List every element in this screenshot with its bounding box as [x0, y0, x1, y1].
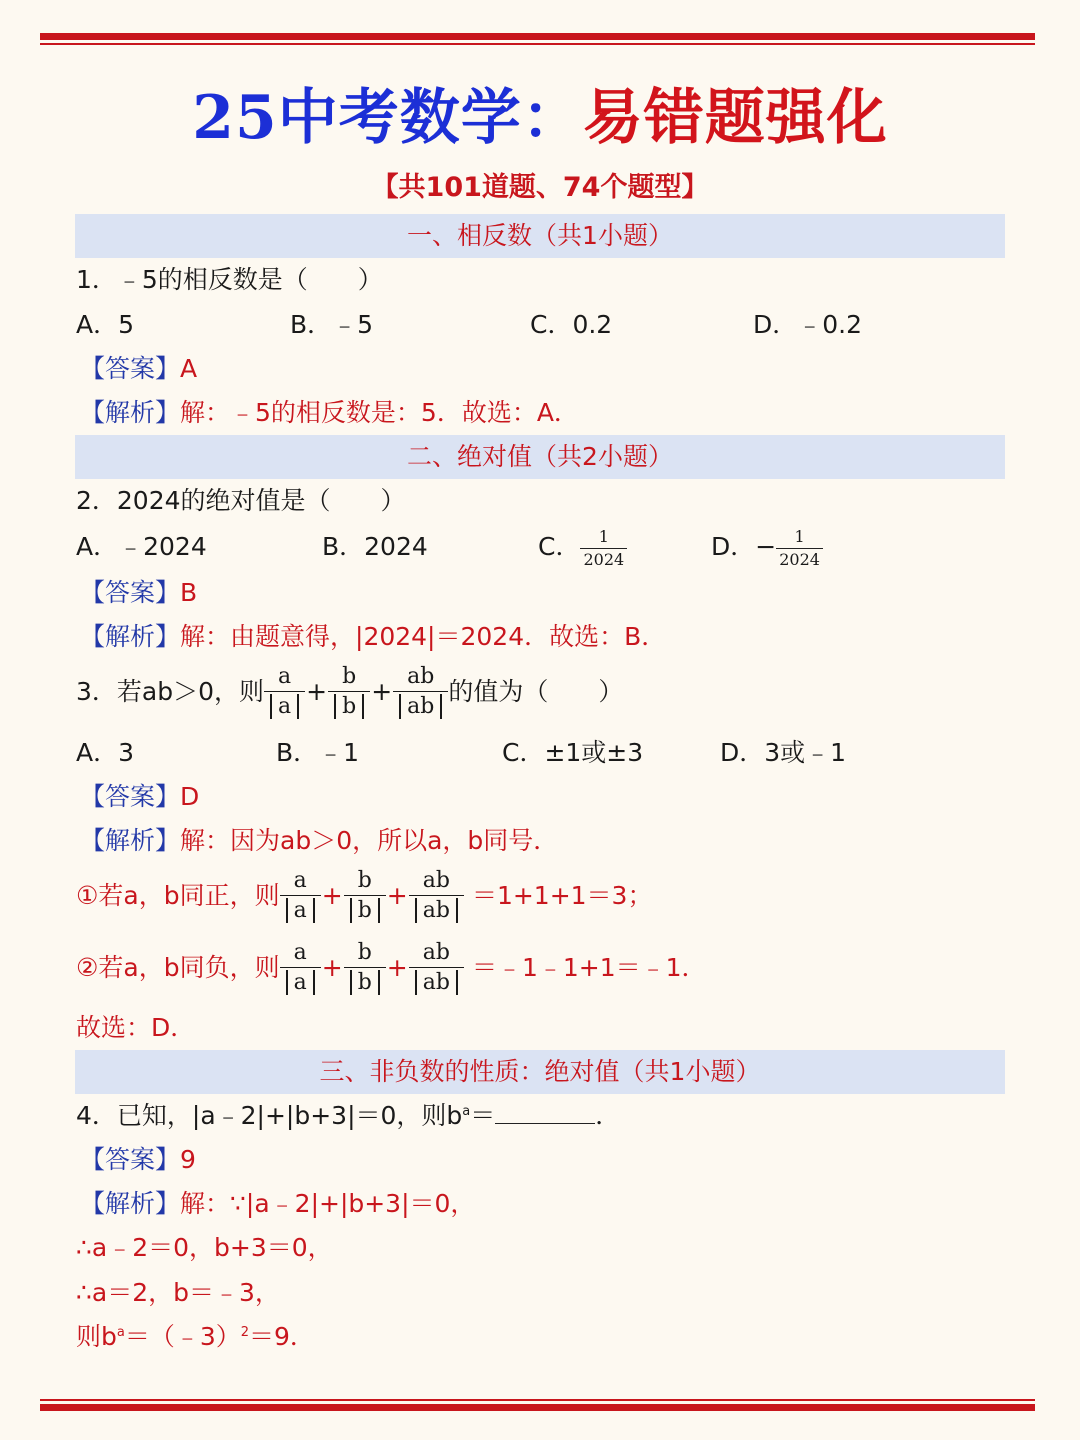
- q2-option-b: B．2024: [322, 532, 428, 561]
- case-1-prefix: ①若a，b同正，则: [76, 881, 280, 910]
- numerator: a: [280, 939, 321, 968]
- abs-value: ab: [415, 970, 458, 995]
- answer-value: B: [180, 578, 198, 607]
- numerator: a: [280, 867, 321, 896]
- q4-answer: [80, 1143, 196, 1177]
- q3-case-2: [76, 936, 707, 1000]
- section-header-1: 一、相反数（共1小题）: [75, 214, 1005, 258]
- q3-stem-suffix: 的值为（ ）: [448, 677, 624, 706]
- analysis-text: 解：﹣5的相反数是：5．故选：A．: [180, 398, 579, 427]
- fraction-b: [344, 939, 386, 998]
- q3-option-d: D．3或﹣1: [720, 738, 847, 767]
- q4-step-1: ∴a﹣2＝0，b+3＝0，: [76, 1233, 333, 1262]
- case-2-prefix: ②若a，b同负，则: [76, 953, 280, 982]
- analysis-label: 【解析】: [80, 398, 181, 427]
- numerator: a: [264, 663, 305, 692]
- abs-value: a: [286, 898, 315, 923]
- step-3-end: ＝9．: [249, 1322, 315, 1351]
- section-header-3: 三、非负数的性质：绝对值（共1小题）: [75, 1050, 1005, 1094]
- fraction-b: [344, 867, 386, 926]
- abs-value: ab: [399, 694, 442, 719]
- fraction-ab: [409, 867, 464, 926]
- q4-stem-prefix: 4．已知，|a﹣2|+|b+3|＝0，则b: [76, 1101, 463, 1130]
- title-part-1: 25中考数学：: [192, 83, 583, 153]
- answer-value: A: [180, 354, 198, 383]
- denominator: [409, 968, 464, 998]
- plus-sign: +: [386, 953, 408, 982]
- subtitle: 【共101道题、74个题型】: [371, 172, 709, 203]
- q3-conclusion: 故选：D．: [76, 1013, 196, 1042]
- q1-option-d: D．﹣0.2: [753, 310, 863, 339]
- fraction-c: [580, 526, 627, 571]
- abs-value: a: [270, 694, 299, 719]
- q1-option-b: B．﹣5: [290, 310, 374, 339]
- q1-stem: 1．﹣5的相反数是（ ）: [76, 265, 383, 294]
- answer-blank: [495, 1101, 595, 1124]
- analysis-label: 【解析】: [80, 622, 181, 651]
- denominator: [264, 692, 305, 722]
- top-border: [40, 33, 1035, 45]
- q4-stem: [76, 1099, 620, 1133]
- step-3-mid: ＝（﹣3）: [124, 1322, 241, 1351]
- numerator: ab: [393, 663, 448, 692]
- abs-value: ab: [415, 898, 458, 923]
- q1-option-a: A．5: [76, 310, 135, 339]
- q4-step-2: ∴a＝2，b＝﹣3，: [76, 1278, 280, 1307]
- option-c-label: C．: [538, 532, 581, 561]
- fraction-b: [328, 663, 370, 722]
- numerator: b: [344, 939, 386, 968]
- case-1-result: ＝1+1+1＝3；: [471, 881, 653, 910]
- equals: ＝: [470, 1101, 496, 1130]
- numerator: ab: [409, 867, 464, 896]
- fraction-a: [264, 663, 305, 722]
- fraction-denominator: 2024: [779, 549, 820, 569]
- q3-analysis: [80, 824, 558, 858]
- plus-sign: +: [321, 953, 343, 982]
- title-part-2: 易错题强化: [582, 83, 888, 153]
- fraction-d: [776, 526, 823, 571]
- exponent: a: [462, 1104, 471, 1119]
- abs-value: a: [286, 970, 315, 995]
- numerator: b: [328, 663, 370, 692]
- denominator: [393, 692, 448, 722]
- q2-option-c: [538, 521, 627, 573]
- denominator: [344, 968, 386, 998]
- step-3-prefix: 则b: [76, 1322, 117, 1351]
- answer-label: 【答案】: [80, 1145, 181, 1174]
- abs-value: b: [350, 970, 380, 995]
- fraction-ab: [409, 939, 464, 998]
- q3-case-1: [76, 864, 652, 928]
- page-title: [0, 80, 1080, 156]
- denominator: [280, 968, 321, 998]
- plus-sign: +: [306, 677, 328, 706]
- fraction-denominator: 2024: [583, 549, 625, 569]
- analysis-text: 解：∵|a﹣2|+|b+3|＝0，: [180, 1189, 476, 1218]
- analysis-label: 【解析】: [80, 1189, 181, 1218]
- answer-value: D: [180, 782, 200, 811]
- q1-analysis: [80, 396, 579, 430]
- section-header-2: 二、绝对值（共2小题）: [75, 435, 1005, 479]
- plus-sign: +: [371, 677, 393, 706]
- analysis-text: 解：由题意得，|2024|＝2024．故选：B．: [180, 622, 667, 651]
- q3-stem: [76, 660, 623, 724]
- q3-answer: [80, 780, 199, 814]
- q3-stem-prefix: 3．若ab＞0，则: [76, 677, 265, 706]
- negative-sign: −: [755, 532, 777, 561]
- fraction-numerator: 1: [776, 526, 823, 549]
- answer-value: 9: [180, 1145, 196, 1174]
- analysis-text: 解：因为ab＞0，所以a，b同号．: [180, 826, 559, 855]
- analysis-label: 【解析】: [80, 826, 181, 855]
- fraction-a: [280, 939, 321, 998]
- exponent-2: 2: [240, 1325, 250, 1340]
- denominator: [328, 692, 370, 722]
- abs-value: b: [350, 898, 380, 923]
- q2-answer: [80, 576, 197, 610]
- case-2-result: ＝﹣1﹣1+1＝﹣1．: [471, 953, 707, 982]
- q3-option-a: A．3: [76, 738, 135, 767]
- q4-analysis: [80, 1187, 475, 1221]
- option-d-label: D．: [711, 532, 756, 561]
- plus-sign: +: [386, 881, 408, 910]
- numerator: b: [344, 867, 386, 896]
- q1-option-c: C．0.2: [530, 310, 613, 339]
- fraction-ab: [393, 663, 448, 722]
- numerator: ab: [409, 939, 464, 968]
- period: ．: [595, 1101, 621, 1130]
- denominator: [344, 896, 386, 926]
- q4-step-3: [76, 1320, 315, 1354]
- answer-label: 【答案】: [80, 782, 181, 811]
- denominator: [409, 896, 464, 926]
- denominator: [280, 896, 321, 926]
- q3-option-c: C．±1或±3: [502, 738, 644, 767]
- answer-label: 【答案】: [80, 354, 181, 383]
- q1-answer: [80, 352, 197, 386]
- q2-option-a: A．﹣2024: [76, 532, 207, 561]
- q2-analysis: [80, 620, 666, 654]
- exponent: a: [116, 1325, 125, 1340]
- answer-label: 【答案】: [80, 578, 181, 607]
- q2-option-d: [711, 521, 823, 573]
- q2-stem: 2．2024的绝对值是（ ）: [76, 486, 406, 515]
- q3-option-b: B．﹣1: [276, 738, 360, 767]
- fraction-numerator: 1: [580, 526, 627, 549]
- bottom-border: [40, 1399, 1035, 1411]
- fraction-a: [280, 867, 321, 926]
- abs-value: b: [334, 694, 364, 719]
- plus-sign: +: [321, 881, 343, 910]
